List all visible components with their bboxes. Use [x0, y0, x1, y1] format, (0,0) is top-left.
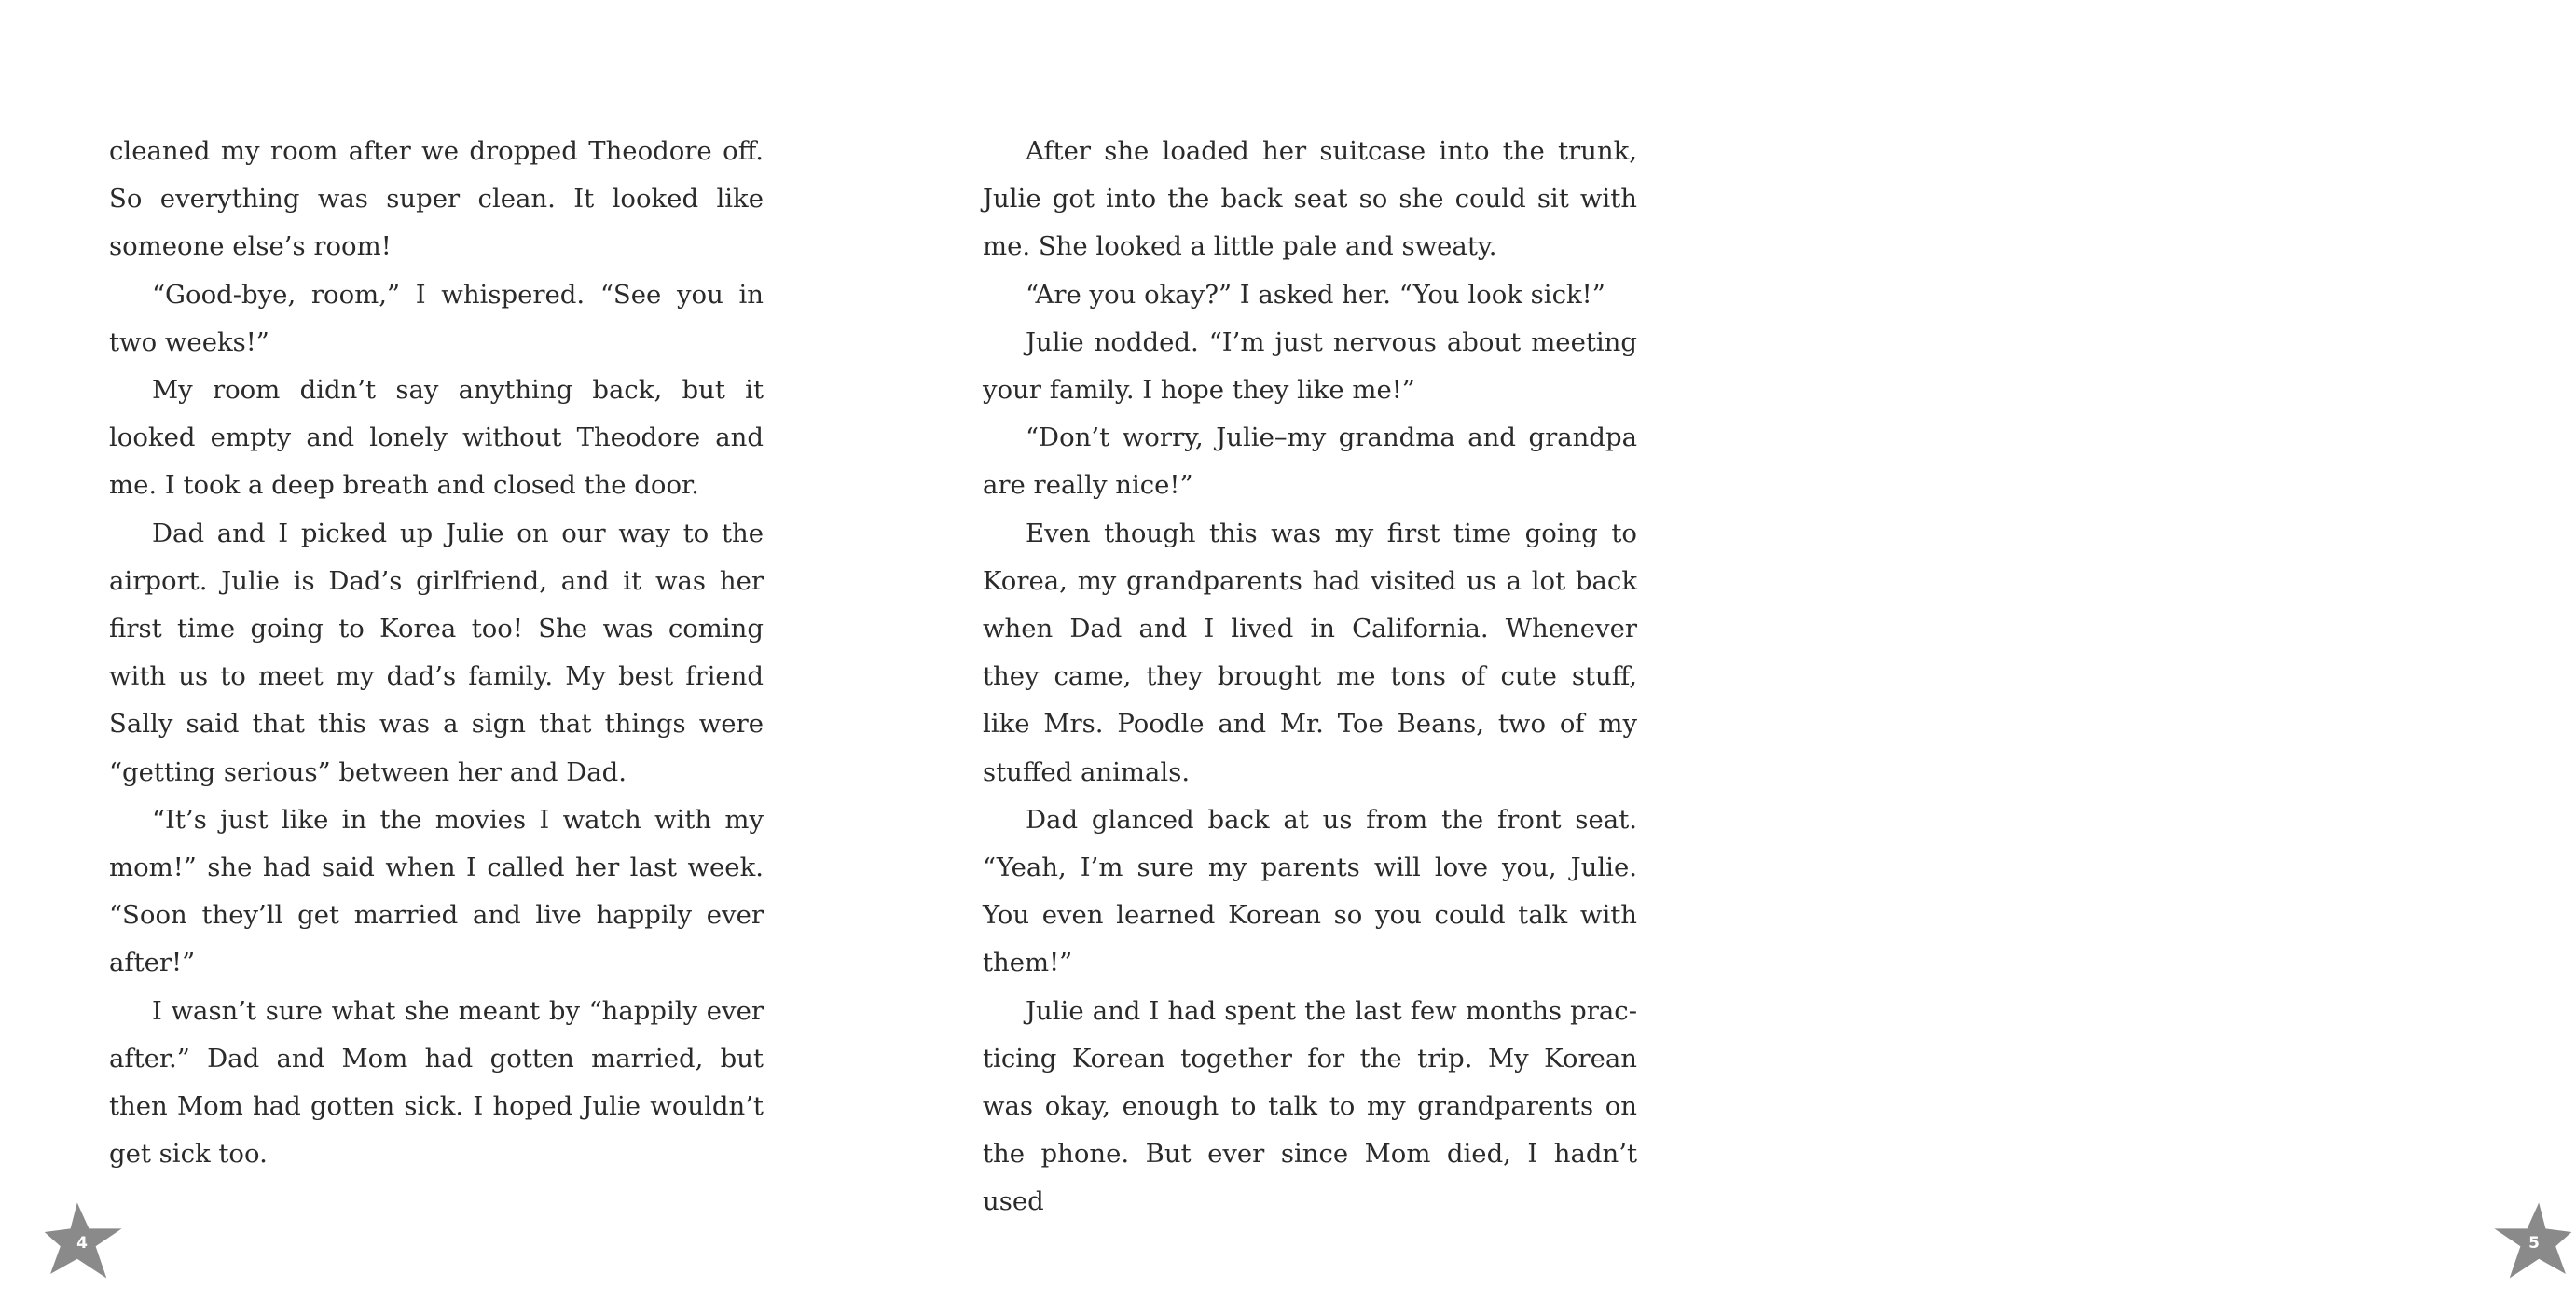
right-page	[868, 0, 2540, 1302]
paragraph: Julie nodded. “I’m just nervous about meeting your family. I hope they like me!”	[983, 326, 1637, 406]
paragraph: “Good-bye, room,” I whispered. “See you in two weeks!”	[109, 279, 764, 357]
page-number: 4	[76, 1234, 88, 1253]
left-page	[0, 0, 868, 1302]
paragraph: Julie and I had spent the last few months practicing Korean together for the trip. My Korean was okay, enough to talk to my grandparents on the phone. But ever since Mom died, I hadn’t used	[983, 995, 1637, 1217]
paragraph: Dad glanced back at us from the front seat. “Yeah, I’m sure my parents will love you, Julie. You even learned Korean so you could talk with them!”	[983, 804, 1637, 978]
paragraph: Even though this was my first time going to Korea, my grandparents had visited us a lot back when Dad and I lived in California. Whenever they came, they brought me tons of cute stuff, like Mrs. Poodle and Mr. Toe Beans, two of my stuffed animals.	[983, 518, 1637, 787]
paragraph: “It’s just like in the movies I watch with my mom!” she had said when I called her last week. “Soon they’ll get married and live happily ever after!”	[109, 804, 764, 978]
paragraph: “Don’t worry, Julie–my grandma and grandpa are really nice!”	[983, 422, 1637, 501]
paragraph: I wasn’t sure what she meant by “happily ever after.” Dad and Mom had gotten married, but then Mom had gotten sick. I hoped Julie wouldn’t get sick too.	[109, 995, 764, 1170]
paragraph: After she loaded her suitcase into the trunk, Julie got into the back seat so she could sit with me. She looked a little pale and sweaty.	[983, 136, 1637, 262]
page-number-badge	[2490, 1198, 2574, 1282]
page-number-badge	[42, 1198, 126, 1282]
left-text-column	[109, 128, 764, 1178]
page-number: 5	[2528, 1234, 2540, 1253]
paragraph: Dad and I picked up Julie on our way to the airport. Julie is Dad’s girlfriend, and it was her first time going to Korea too! She was coming with us to meet my dad’s family. My best friend Sally said that this was a sign that things were “getting serious” between her and Dad.	[109, 518, 764, 787]
paragraph: cleaned my room after we dropped Theodore off. So everything was super clean. It looked like someone else’s room!	[109, 136, 764, 262]
right-text-column	[983, 128, 1637, 1226]
paragraph: “Are you okay?” I asked her. “You look sick!”	[1026, 279, 1605, 310]
paragraph: My room didn’t say anything back, but it looked empty and lonely without Theodore and me. I took a deep breath and closed the door.	[109, 375, 764, 501]
